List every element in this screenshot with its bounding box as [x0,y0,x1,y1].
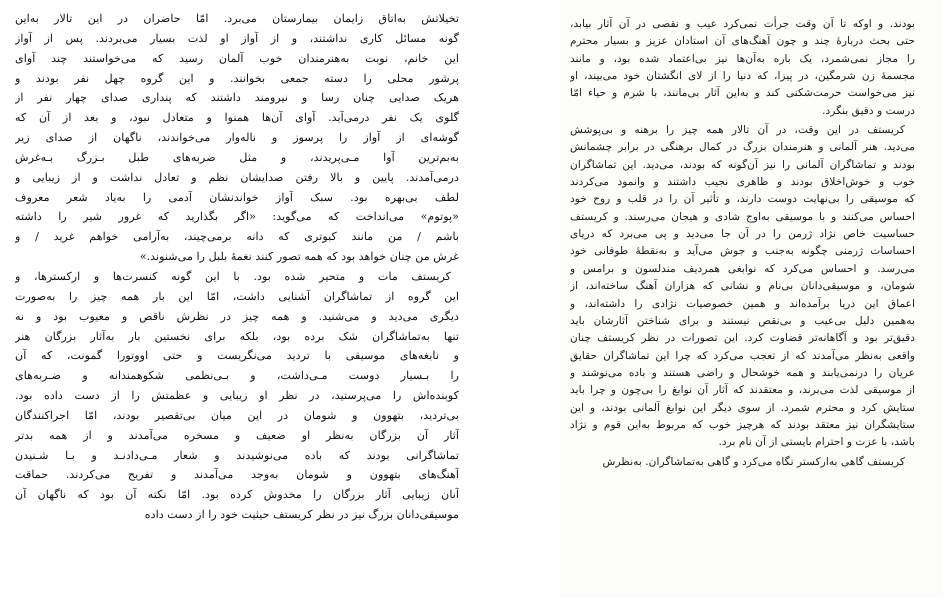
text-line: آثار آن بزرگان به‌نظر او ضعیف و مسخره می‌آمدند و از همه بدتر [15,428,459,442]
text-line: باشد، با عزت و احترام بایستی از آن نام برد. [718,435,915,449]
text-line: نیز می‌خواست حرمت‌شکنی کند و به‌این آثار بی‌مانند، با شرم و حیاء امّا [570,86,915,100]
text-line: می‌رسد. و احساس می‌کرد که نوابغی همردیف مندلسون و برامس و [570,261,915,275]
text-line: به‌همین دلیل بی‌عیب و بی‌نقص نیستند و برای شناختن آثارشان باید [570,313,915,327]
text-line: شومان، و موسیقی‌دانان بی‌نام و نشانی که هزاران آهنگ ساخته‌اند، از [570,279,915,293]
text-line: کریستف در این وقت، در آن تالار همه چیز را برهنه و بی‌پوشش [570,123,905,137]
text-line: کوبنده‌اش را می‌پرستید، در نظر او زیبایی و عظمتش را از دست داده بود. [15,389,459,403]
text-line: تماشاگرانی بودند که باده می‌نوشیدند و شعار مـی‌دادنـد و بـا شـنیدن [15,448,459,462]
text-line: واقعی به‌نظر می‌آمدند که از تعجب می‌کرد که چرا این تماشاگران حقایق [570,348,915,362]
text-line: آهنگ‌های بتهوون و شومان به‌وجد می‌آمدند و تفریح می‌کردند. حماقت [15,468,459,482]
text-line: بودند. و اوکه تا آن وقت جرأت نمی‌کرد عیب و نقصی در آن آثار بیابد، [570,17,915,30]
text-line: غرش من چنان خواهد بود که همه تصور کنند نغمهٔ بلبل را می‌شنوند.» [139,250,459,264]
paragraph [570,121,915,451]
text-line: درمی‌آمدند. پایین و بالا رفتن صدایشان نظم و تعادل نداشت و از زیبایی و [15,170,459,184]
text-line: کریستف گاهی به‌ارکستر نگاه می‌کرد و گاهی به‌تماشاگران. به‌نظرش [602,454,905,468]
text-line: که موسیقی را بی‌نهایت دوست دارند، و تأثیر آن را در قلب و روح خود [570,192,915,206]
right-page [560,0,943,598]
text-line: گلوی یک نفر درمی‌آید. آوای آن‌ها همنوا و متعادل نبود، و بعد از آن که [15,111,459,125]
text-line: آنان زیبایی آثار بزرگان را مخدوش کرده بود. امّا نکته آن بود که ناگهان آن [15,488,459,502]
text-line: احساسات ژرمنی چگونه به‌جنب و جوش می‌آید و به‌نقطهٔ طوفانی خود [570,244,915,258]
right-page-text-column [570,15,915,470]
left-page [0,0,471,598]
text-line: خوب و خوش‌اخلاق بودند و ظاهری نجیب داشتند و وانمود می‌کردند [570,175,915,189]
text-line: و نابغه‌های موسیقی با تردید می‌نگریست و حتی اووتورا گمونت، که آن [15,349,459,363]
text-line: اعماق این دریا برآمده‌اند و همین خصوصیات نژادی را داشته‌اند، و [570,296,915,310]
text-line: این گروه از تماشاگران آشنایی داشت، امّا این بار همه چیز را به‌صورت [15,289,459,303]
text-line: کریستف مات و متحیر شده بود. با این گونه کنسرت‌ها و ارکسترها، و [15,269,451,283]
text-line: حتی بحث دربارهٔ چند و چون آهنگ‌های آن استادان عزیز و بسیار محترم [570,34,915,48]
text-line: گوشه‌ای از آواز را پرسوز و ناله‌وار می‌خواندند، ناگهان از صدای زیر [15,131,459,145]
text-line: بی‌تردید، بتهوون و شومان در این میان بی‌تقصیر بودند، امّا اجراکنندگان [15,408,459,422]
text-line: ستایشگران نیز معتقد بودند که هرچیز خوب که مربوط به‌این قوم و نژاد [570,417,915,431]
text-line: این خانم، نوبت به‌هنرمندان خوب آلمان رسید که می‌خواستند چند آوای [15,51,459,65]
text-line: موسیقی‌دانان بزرگ نیز در نظر کریستف حیثیت خود را از دست داده [144,508,459,522]
text-line: ستایش کرد و محترم شمرد. از سوی دیگر این نوابغ آلمانی بودند، و این [570,400,915,414]
text-line: پرشور محلی را دسته جمعی بخوانند. و این گروه چهل نفر بودند و [15,71,459,85]
text-line: بودند و تماشاگران آلمانی را نیز آن‌گونه که بودند، می‌دید. این تماشاگران [570,157,915,171]
text-line: لطف بی‌بهره بود. سبک آواز خواندنشان آدمی را به‌یاد شعر معروف [15,190,459,204]
paragraph [570,15,915,119]
text-line: تخیلاتش به‌اتاق زایمان بیمارستان می‌برد. امّا حاضران در این تالار به‌این [15,12,459,25]
text-line: باشم / من مانند کبوتری که دانه برمی‌چیند، به‌آرامی خواهم غرید / و [15,230,459,244]
text-line: حساسیت خاص نژاد ژرمن را در آن جا می‌دید و پی می‌برد که دریای [570,227,915,241]
text-line: احساس می‌کنند و با موسیقی به‌اوج شادی و هیجان می‌رسند. و کریستف [570,209,915,223]
paragraph [15,267,459,525]
text-line: گونه مسائل کاری نداشتند، و از آواز او لذت بسیار می‌بردند. پس از آواز [15,31,459,45]
text-line: دیگری می‌دید و می‌شنید. و همه چیز در نظرش ناقص و معیوب بود و نه [15,309,459,323]
text-line: می‌دید. هنر آلمانی و هنرمندان بزرگ در کمال برهنگی در برابر چشمانش [570,140,915,154]
text-line: از موسیقی لذت می‌برند، و معتقدند که آثار آن نوابغ را بی‌چون و چرا باید [570,383,915,397]
text-line: تنها به‌تماشاگران شک برده بود، بلکه برای نخستین بار به‌آثار بزرگان هنر [15,329,459,343]
text-line: به‌بم‌ترین آوا مـی‌پریدند، و مثل ضربه‌های طبل بـزرگ بـه‌غرش [15,150,459,164]
paragraph [570,453,915,470]
left-page-text-column [15,9,459,525]
text-line: درست و دقیق بنگرد. [822,103,915,117]
text-line: هریک صدایی چنان رسا و نیرومند داشتند که پنداری صدای چهار نفر از [15,91,459,105]
text-line: «پوتوم» می‌انداخت که می‌گوید: «اگر بگذارید که غرور شیر را داشته [15,210,459,224]
paragraph [15,9,459,267]
text-line: عریان را درنمی‌یابند و همه خوشحال و راضی هستند و باده می‌نوشند و [570,365,915,379]
text-line: را مجاز نمی‌شمرد، یک باره به‌آن‌ها نیز بی‌اعتماد شده بود، و مانند [570,51,915,65]
text-line: دقیق‌تر بود و آگاهانه‌تر قضاوت کرد. این تصورات در نظر کریستف چنان [570,331,915,345]
text-line: را بـسیار دوست مـی‌داشت، و بـی‌نظمی شکوهمندانه و ضـربه‌های [15,369,459,383]
text-line: مجسمهٔ زن شرمگین، در پیزا، که دنیا را از لای انگشتان خود می‌بیند، او [570,69,915,83]
